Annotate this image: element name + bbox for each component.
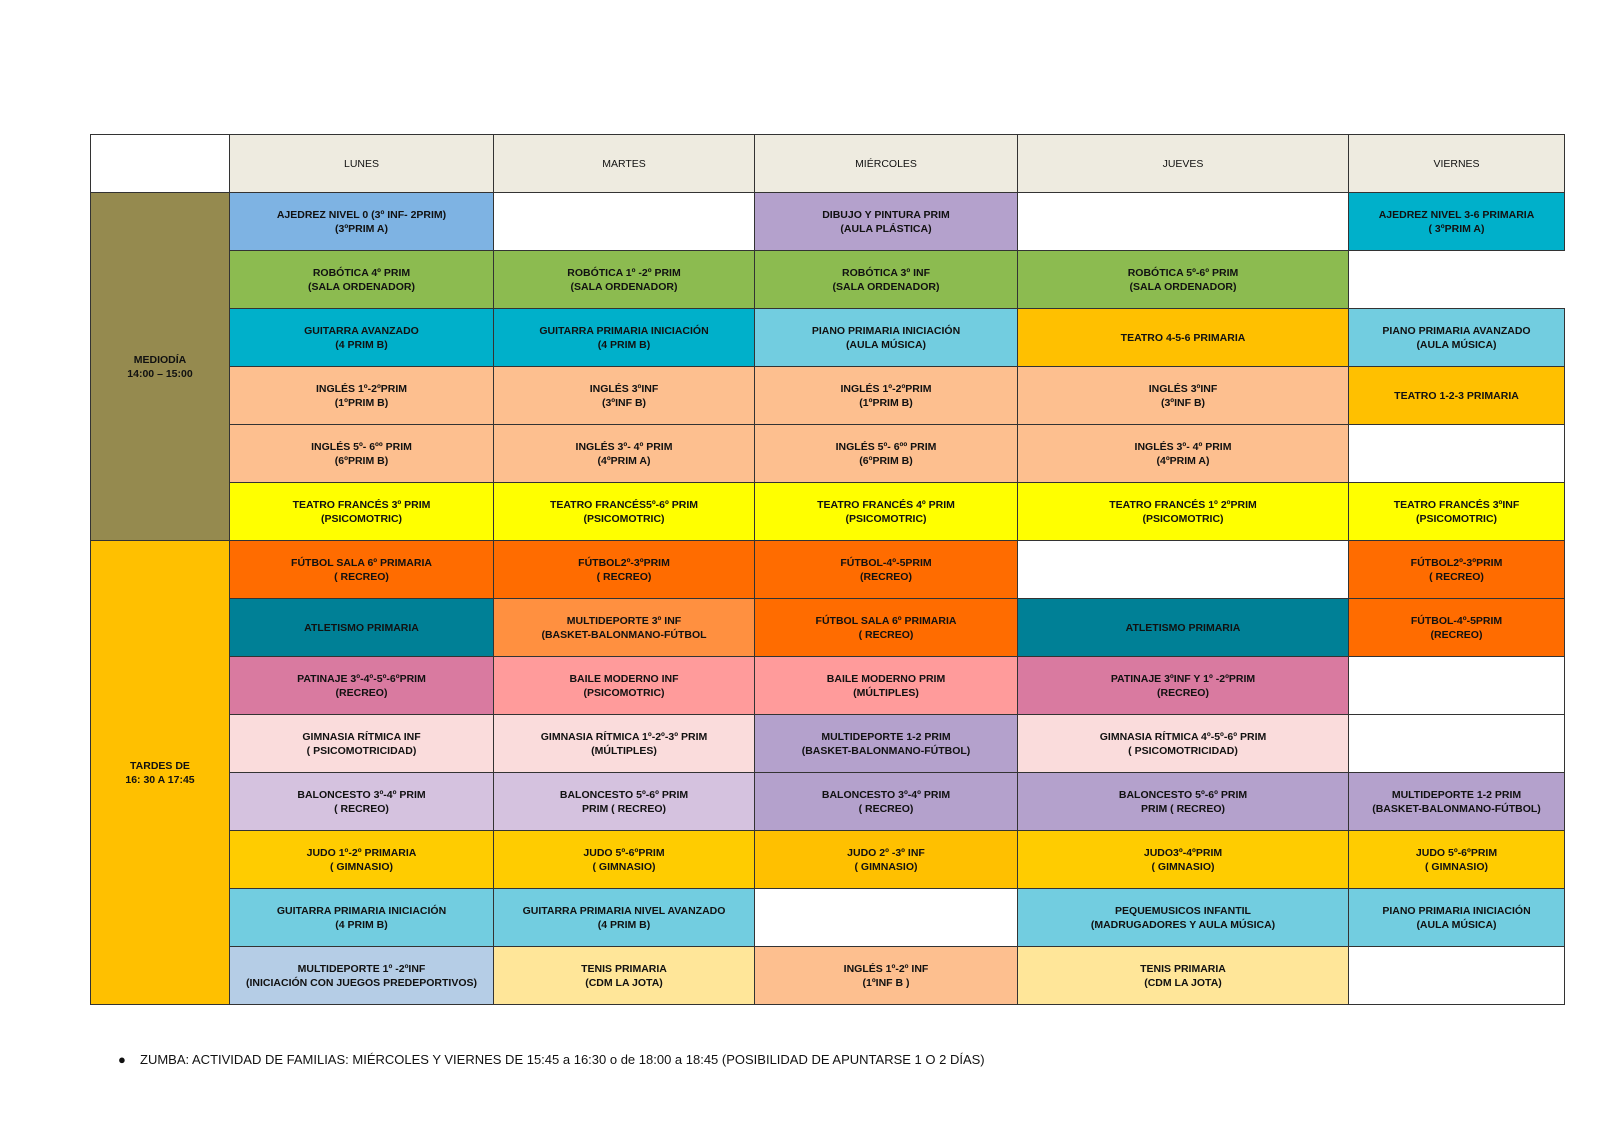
- schedule-table: [90, 134, 1565, 1005]
- day-header-monday: LUNES: [230, 135, 494, 193]
- activity-cell-wednesday: PIANO PRIMARIA INICIACIÓN (AULA MÚSICA): [755, 309, 1018, 367]
- activity-cell-wednesday: FÚTBOL SALA 6º PRIMARIA ( RECREO): [755, 599, 1018, 657]
- footnote: [118, 1052, 985, 1067]
- schedule-row: [91, 251, 1565, 309]
- activity-cell-thursday: PATINAJE 3ºINF Y 1º -2ºPRIM (RECREO): [1018, 657, 1349, 715]
- activity-cell-thursday: JUDO3º-4ºPRIM ( GIMNASIO): [1018, 831, 1349, 889]
- day-header-wednesday: MIÉRCOLES: [755, 135, 1018, 193]
- activity-cell-tuesday: BAILE MODERNO INF (PSICOMOTRIC): [494, 657, 755, 715]
- activity-cell-monday: ROBÓTICA 4º PRIM (SALA ORDENADOR): [230, 251, 494, 309]
- period-label: MEDIODÍA 14:00 – 15:00: [91, 193, 230, 541]
- activity-cell-tuesday: [494, 193, 755, 251]
- activity-cell-tuesday: GIMNASIA RÍTMICA 1º-2º-3º PRIM (MÚLTIPLES): [494, 715, 755, 773]
- activity-cell-wednesday: BALONCESTO 3º-4º PRIM ( RECREO): [755, 773, 1018, 831]
- schedule-row: [91, 947, 1565, 1005]
- activity-cell-friday: PIANO PRIMARIA INICIACIÓN (AULA MÚSICA): [1349, 889, 1565, 947]
- activity-cell-wednesday: INGLÉS 5º- 6ºº PRIM (6ºPRIM B): [755, 425, 1018, 483]
- activity-cell-wednesday: BAILE MODERNO PRIM (MÚLTIPLES): [755, 657, 1018, 715]
- day-header-friday: VIERNES: [1349, 135, 1565, 193]
- activity-cell-thursday: TEATRO FRANCÉS 1º 2ºPRIM (PSICOMOTRIC): [1018, 483, 1349, 541]
- activity-cell-tuesday: TEATRO FRANCÉS5º-6º PRIM (PSICOMOTRIC): [494, 483, 755, 541]
- activity-cell-monday: ATLETISMO PRIMARIA: [230, 599, 494, 657]
- corner-cell: [91, 135, 230, 193]
- activity-cell-monday: FÚTBOL SALA 6º PRIMARIA ( RECREO): [230, 541, 494, 599]
- activity-cell-thursday: BALONCESTO 5º-6º PRIM PRIM ( RECREO): [1018, 773, 1349, 831]
- activity-cell-friday: FÚTBOL-4º-5PRIM (RECREO): [1349, 599, 1565, 657]
- activity-cell-monday: INGLÉS 5º- 6ºº PRIM (6ºPRIM B): [230, 425, 494, 483]
- activity-cell-friday: TEATRO 1-2-3 PRIMARIA: [1349, 367, 1565, 425]
- schedule-row: [91, 193, 1565, 251]
- activity-cell-monday: JUDO 1º-2º PRIMARIA ( GIMNASIO): [230, 831, 494, 889]
- activity-cell-monday: AJEDREZ NIVEL 0 (3º INF- 2PRIM) (3ºPRIM A): [230, 193, 494, 251]
- schedule-row: [91, 715, 1565, 773]
- activity-cell-friday: TEATRO FRANCÉS 3ºINF (PSICOMOTRIC): [1349, 483, 1565, 541]
- activity-cell-thursday: ATLETISMO PRIMARIA: [1018, 599, 1349, 657]
- activity-cell-thursday: GIMNASIA RÍTMICA 4º-5º-6º PRIM ( PSICOMOTRICIDAD): [1018, 715, 1349, 773]
- activity-cell-friday: FÚTBOL2º-3ºPRIM ( RECREO): [1349, 541, 1565, 599]
- activity-cell-thursday: INGLÉS 3ºINF (3ºINF B): [1018, 367, 1349, 425]
- activity-cell-monday: GUITARRA PRIMARIA INICIACIÓN (4 PRIM B): [230, 889, 494, 947]
- activity-cell-tuesday: GUITARRA PRIMARIA NIVEL AVANZADO (4 PRIM B): [494, 889, 755, 947]
- footnote-text: ZUMBA: ACTIVIDAD DE FAMILIAS: MIÉRCOLES Y VIERNES DE 15:45 a 16:30 o de 18:00 a 18:45 (POSIBILIDAD DE APUNTARSE 1 O 2 DÍAS): [140, 1052, 985, 1067]
- schedule-row: [91, 483, 1565, 541]
- activity-cell-wednesday: [755, 889, 1018, 947]
- activity-cell-monday: TEATRO FRANCÉS 3º PRIM (PSICOMOTRIC): [230, 483, 494, 541]
- activity-cell-thursday: TENIS PRIMARIA (CDM LA JOTA): [1018, 947, 1349, 1005]
- activity-cell-tuesday: GUITARRA PRIMARIA INICIACIÓN (4 PRIM B): [494, 309, 755, 367]
- activity-cell-thursday: TEATRO 4-5-6 PRIMARIA: [1018, 309, 1349, 367]
- schedule-row: [91, 657, 1565, 715]
- activity-cell-wednesday: FÚTBOL-4º-5PRIM (RECREO): [755, 541, 1018, 599]
- activity-cell-wednesday: TEATRO FRANCÉS 4º PRIM (PSICOMOTRIC): [755, 483, 1018, 541]
- activity-cell-thursday: PEQUEMUSICOS INFANTIL (MADRUGADORES Y AULA MÚSICA): [1018, 889, 1349, 947]
- activity-cell-monday: MULTIDEPORTE 1º -2ºINF (INICIACIÓN CON JUEGOS PREDEPORTIVOS): [230, 947, 494, 1005]
- day-header-thursday: JUEVES: [1018, 135, 1349, 193]
- activity-cell-friday: AJEDREZ NIVEL 3-6 PRIMARIA ( 3ºPRIM A): [1349, 193, 1565, 251]
- activity-cell-tuesday: INGLÉS 3º- 4º PRIM (4ºPRIM A): [494, 425, 755, 483]
- activity-cell-friday: [1349, 657, 1565, 715]
- activity-cell-wednesday: INGLÉS 1º-2ºPRIM (1ºPRIM B): [755, 367, 1018, 425]
- period-label: TARDES DE 16: 30 A 17:45: [91, 541, 230, 1005]
- activity-cell-tuesday: INGLÉS 3ºINF (3ºINF B): [494, 367, 755, 425]
- schedule-row: [91, 599, 1565, 657]
- activity-cell-wednesday: DIBUJO Y PINTURA PRIM (AULA PLÁSTICA): [755, 193, 1018, 251]
- schedule-row: [91, 889, 1565, 947]
- schedule-row: [91, 367, 1565, 425]
- activity-cell-monday: INGLÉS 1º-2ºPRIM (1ºPRIM B): [230, 367, 494, 425]
- day-header-tuesday: MARTES: [494, 135, 755, 193]
- activity-cell-wednesday: MULTIDEPORTE 1-2 PRIM (BASKET-BALONMANO-FÚTBOL): [755, 715, 1018, 773]
- activity-cell-monday: PATINAJE 3º-4º-5º-6ºPRIM (RECREO): [230, 657, 494, 715]
- bullet-icon: ●: [118, 1052, 126, 1067]
- activity-cell-friday: [1349, 251, 1565, 309]
- activity-cell-friday: PIANO PRIMARIA AVANZADO (AULA MÚSICA): [1349, 309, 1565, 367]
- schedule-row: [91, 831, 1565, 889]
- activity-cell-thursday: [1018, 193, 1349, 251]
- activity-cell-tuesday: BALONCESTO 5º-6º PRIM PRIM ( RECREO): [494, 773, 755, 831]
- schedule-row: [91, 541, 1565, 599]
- header-row: [91, 135, 1565, 193]
- activity-cell-monday: GIMNASIA RÍTMICA INF ( PSICOMOTRICIDAD): [230, 715, 494, 773]
- schedule-row: [91, 773, 1565, 831]
- activity-cell-thursday: [1018, 541, 1349, 599]
- activity-cell-tuesday: JUDO 5º-6ºPRIM ( GIMNASIO): [494, 831, 755, 889]
- schedule-row: [91, 309, 1565, 367]
- activity-cell-friday: [1349, 715, 1565, 773]
- activity-cell-tuesday: FÚTBOL2º-3ºPRIM ( RECREO): [494, 541, 755, 599]
- activity-cell-wednesday: ROBÓTICA 3º INF (SALA ORDENADOR): [755, 251, 1018, 309]
- activity-cell-tuesday: MULTIDEPORTE 3º INF (BASKET-BALONMANO-FÚTBOL: [494, 599, 755, 657]
- activity-cell-friday: JUDO 5º-6ºPRIM ( GIMNASIO): [1349, 831, 1565, 889]
- activity-cell-tuesday: ROBÓTICA 1º -2º PRIM (SALA ORDENADOR): [494, 251, 755, 309]
- activity-cell-wednesday: JUDO 2º -3º INF ( GIMNASIO): [755, 831, 1018, 889]
- activity-cell-thursday: ROBÓTICA 5º-6º PRIM (SALA ORDENADOR): [1018, 251, 1349, 309]
- activity-cell-friday: MULTIDEPORTE 1-2 PRIM (BASKET-BALONMANO-FÚTBOL): [1349, 773, 1565, 831]
- activity-cell-friday: [1349, 947, 1565, 1005]
- schedule-row: [91, 425, 1565, 483]
- activity-cell-friday: [1349, 425, 1565, 483]
- activity-cell-monday: GUITARRA AVANZADO (4 PRIM B): [230, 309, 494, 367]
- activity-cell-wednesday: INGLÉS 1º-2º INF (1ºINF B ): [755, 947, 1018, 1005]
- activity-cell-monday: BALONCESTO 3º-4º PRIM ( RECREO): [230, 773, 494, 831]
- activity-cell-thursday: INGLÉS 3º- 4º PRIM (4ºPRIM A): [1018, 425, 1349, 483]
- activity-cell-tuesday: TENIS PRIMARIA (CDM LA JOTA): [494, 947, 755, 1005]
- schedule-body: [91, 193, 1565, 1005]
